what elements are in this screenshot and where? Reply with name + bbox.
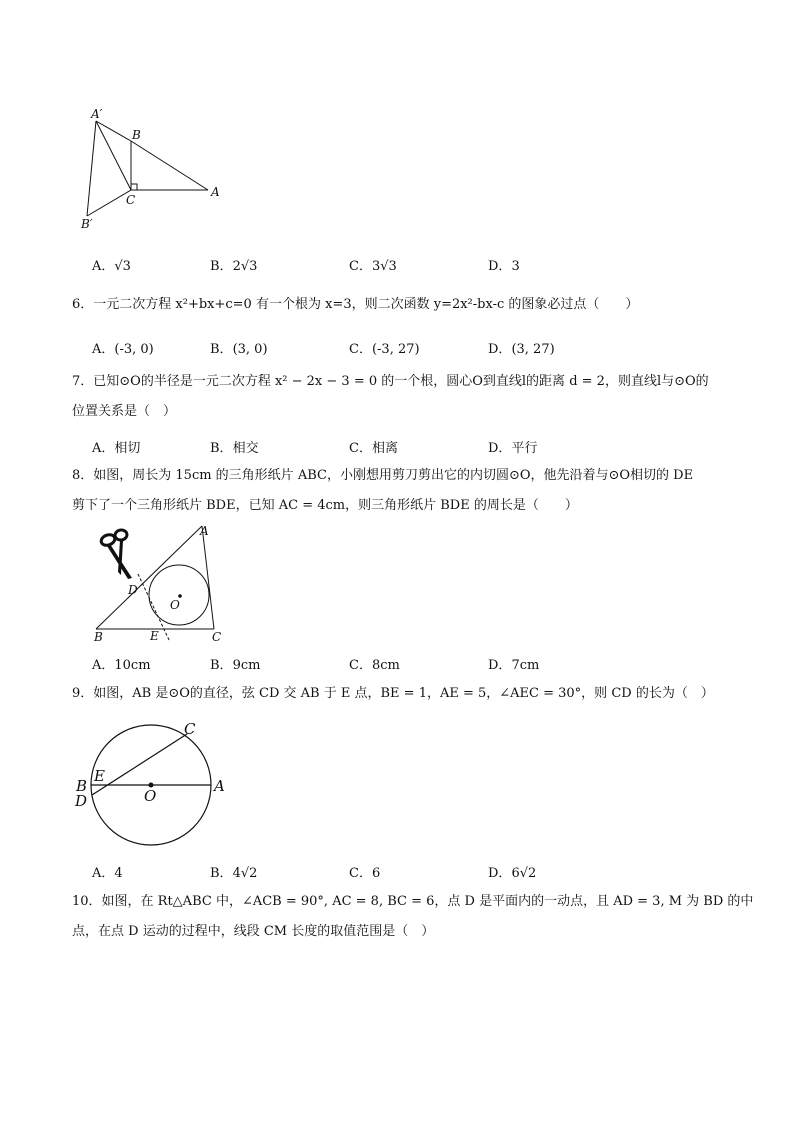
q8-text-line2: 剪下了一个三角形纸片 BDE，已知 AC = 4cm，则三角形纸片 BDE 的周长是（ ） [72, 498, 578, 513]
q8-option-a[interactable] [92, 654, 151, 673]
label-e: E [150, 629, 159, 643]
q9-option-b[interactable] [210, 862, 257, 881]
q5-option-b[interactable] [210, 255, 257, 274]
q8-figure [88, 522, 238, 648]
q7-option-c[interactable] [349, 437, 398, 456]
q6-text: 6．一元二次方程 x²+bx+c=0 有一个根为 x=3，则二次函数 y=2x²-bx-c 的图象必过点（ ） [72, 297, 639, 312]
q5-figure [78, 104, 228, 234]
option-value: (3, 0) [232, 342, 268, 357]
q7-option-d[interactable] [488, 437, 537, 456]
q8-text-line1: 8．如图，周长为 15cm 的三角形纸片 ABC，小刚想用剪刀剪出它的内切圆⊙O，他先沿着与⊙O相切的 DE [72, 468, 694, 483]
option-value: 6√2 [511, 866, 537, 881]
option-value: 相离 [371, 441, 398, 456]
option-letter: B． [210, 658, 233, 673]
option-value: 7cm [511, 658, 540, 673]
q8-option-d[interactable] [488, 654, 539, 673]
option-letter: B． [210, 342, 233, 357]
q6-option-b[interactable] [210, 338, 268, 357]
q6-option-c[interactable] [349, 338, 420, 357]
option-value: 8cm [371, 658, 400, 673]
label-d: D [75, 792, 88, 810]
label-a: A [200, 524, 209, 538]
scissors-icon [100, 529, 132, 579]
label-e: E [94, 767, 105, 785]
label-b-prime: B′ [81, 217, 93, 231]
right-angle-mark [131, 184, 137, 190]
label-b: B [76, 777, 88, 795]
option-value: (-3, 27) [371, 342, 420, 357]
segment-bprime-c [87, 190, 131, 216]
q6-option-a[interactable] [92, 338, 154, 357]
q9-option-d[interactable] [488, 862, 536, 881]
label-c: C [212, 630, 222, 644]
q9-text: 9．如图，AB 是⊙O的直径，弦 CD 交 AB 于 E 点，BE = 1，AE = 5，∠AEC = 30°，则 CD 的长为（ ） [72, 686, 714, 701]
q10-text-line2: 点，在点 D 运动的过程中，线段 CM 长度的取值范围是（ ） [72, 924, 435, 939]
side-ab [96, 526, 202, 629]
option-letter: B． [210, 866, 233, 881]
label-a: A [214, 777, 225, 795]
option-value: 相交 [232, 441, 259, 456]
q10-text-line1: 10．如图，在 Rt△ABC 中，∠ACB = 90°, AC = 8, BC = 6，点 D 是平面内的一动点，且 AD = 3, M 为 BD 的中 [72, 894, 754, 909]
q8-option-b[interactable] [210, 654, 260, 673]
label-c: C [184, 720, 196, 738]
q9-option-c[interactable] [349, 862, 380, 881]
option-letter: D． [488, 658, 512, 673]
option-letter: A． [92, 866, 115, 881]
option-letter: C． [349, 342, 372, 357]
option-letter: A． [92, 342, 115, 357]
option-letter: A． [92, 658, 115, 673]
option-letter: C． [349, 658, 372, 673]
option-value: 10cm [114, 658, 151, 673]
label-a-prime: A′ [91, 107, 103, 121]
label-a: A [211, 185, 220, 199]
option-value: √3 [114, 259, 131, 274]
option-value: 9cm [232, 658, 261, 673]
segment-ba [131, 141, 208, 190]
q5-option-d[interactable] [488, 255, 520, 274]
option-letter: D． [488, 441, 512, 456]
q8-option-c[interactable] [349, 654, 400, 673]
option-value: 2√3 [232, 259, 258, 274]
label-o: O [144, 787, 157, 805]
q6-option-d[interactable] [488, 338, 555, 357]
label-b: B [132, 128, 141, 142]
label-b: B [94, 630, 103, 644]
q9-option-a[interactable] [92, 862, 123, 881]
option-value: (3, 27) [511, 342, 555, 357]
option-letter: D． [488, 866, 512, 881]
option-value: 平行 [511, 441, 538, 456]
q5-option-c[interactable] [349, 255, 397, 274]
q5-option-a[interactable] [92, 255, 131, 274]
option-value: 4√2 [232, 866, 258, 881]
q7-text-line1: 7．已知⊙O的半径是一元二次方程 x² − 2x − 3 = 0 的一个根，圆心O到直线l的距离 d = 2，则直线l与⊙O的 [72, 374, 709, 389]
segment-aprime-bprime [87, 121, 96, 216]
option-value: 3√3 [371, 259, 397, 274]
option-letter: A． [92, 441, 115, 456]
option-letter: B． [210, 441, 233, 456]
option-letter: D． [488, 259, 512, 274]
option-letter: B． [210, 259, 233, 274]
option-value: 4 [114, 866, 123, 881]
label-o: O [170, 598, 180, 612]
label-d: D [128, 583, 138, 597]
chord-cd [92, 734, 187, 795]
q7-option-b[interactable] [210, 437, 259, 456]
option-letter: C． [349, 259, 372, 274]
option-letter: C． [349, 441, 372, 456]
option-value: 6 [371, 866, 381, 881]
q7-option-a[interactable] [92, 437, 140, 456]
q7-text-line2: 位置关系是（ ） [72, 404, 177, 419]
option-value: 3 [511, 259, 520, 274]
option-letter: A． [92, 259, 115, 274]
option-value: (-3, 0) [114, 342, 154, 357]
q9-figure [70, 716, 240, 856]
option-letter: C． [349, 866, 372, 881]
option-letter: D． [488, 342, 512, 357]
label-c: C [126, 193, 136, 207]
option-value: 相切 [114, 441, 141, 456]
